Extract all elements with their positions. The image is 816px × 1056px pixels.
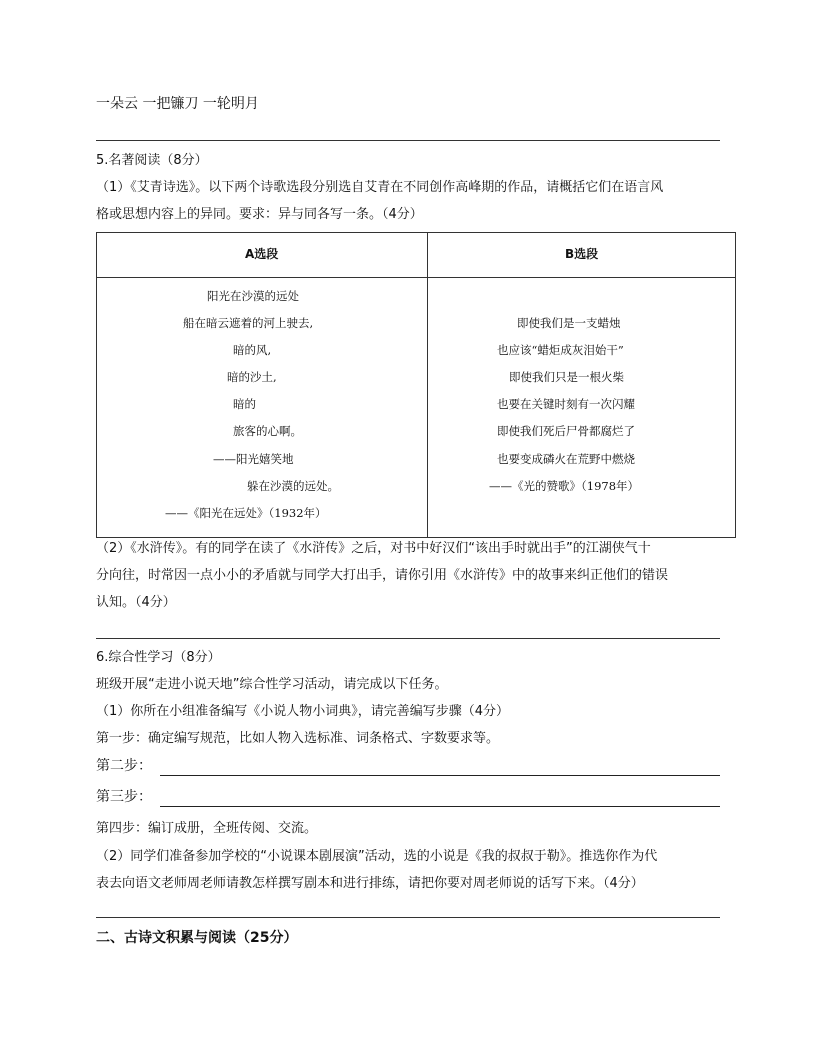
answer-rule xyxy=(96,140,720,141)
poem-a-line: 旅客的心啊。 xyxy=(233,424,302,438)
poem-comparison-table xyxy=(96,232,736,538)
q6-step3-label: 第三步： xyxy=(96,789,152,805)
answer-rule xyxy=(96,638,720,639)
section-2-title: 二、古诗文积累与阅读（25分） xyxy=(96,930,298,946)
q6-part1: （1）你所在小组准备编写《小说人物小词典》，请完善编写步骤（4分） xyxy=(96,704,510,719)
header-a: A选段 xyxy=(245,247,279,261)
poem-b-line: 即使我们只是一根火柴 xyxy=(509,370,624,384)
poem-b-line: 即使我们死后尸骨都腐烂了 xyxy=(497,424,635,438)
poem-a-source: ——《阳光在远处》（1932年） xyxy=(165,506,327,520)
q5-part1-line1: （1）《艾青诗选》。以下两个诗歌选段分别选自艾青在不同创作高峰期的作品，请概括它们在语言风 xyxy=(96,180,664,195)
poem-b-line: 也要在关键时刻有一次闪耀 xyxy=(497,397,635,411)
poem-a-line: 暗的沙土, xyxy=(227,370,277,384)
q5-part2-line3: 认知。（4分） xyxy=(96,595,176,610)
q6-title: 6.综合性学习（8分） xyxy=(96,650,221,665)
step3-answer-line[interactable] xyxy=(160,806,720,807)
q6-step2-label: 第二步： xyxy=(96,758,152,774)
poem-b-line: 即使我们是一支蜡烛 xyxy=(517,316,621,330)
q5-part1-line2: 格或思想内容上的异同。要求：异与同各写一条。（4分） xyxy=(96,207,423,222)
poem-a-line: 暗的 xyxy=(233,397,256,411)
q5-part2-line1: （2）《水浒传》。有的同学在读了《水浒传》之后，对书中好汉们“该出手时就出手”的江湖侠气十 xyxy=(96,541,651,556)
poem-b-source: ——《光的赞歌》（1978年） xyxy=(489,479,640,493)
header-b: B选段 xyxy=(565,247,599,261)
answer-rule xyxy=(96,917,720,918)
poem-a-line: 阳光在沙漠的远处 xyxy=(207,289,299,303)
table-column-divider xyxy=(427,233,428,537)
q5-title: 5.名著阅读（8分） xyxy=(96,153,208,168)
q6-step4: 第四步：编订成册，全班传阅、交流。 xyxy=(96,821,318,836)
poem-a-line: 暗的风, xyxy=(233,343,272,357)
q6-step1: 第一步：确定编写规范，比如人物入选标准、词条格式、字数要求等。 xyxy=(96,731,500,746)
poem-a-line: 船在暗云遮着的河上驶去, xyxy=(183,316,314,330)
q6-part2-line2: 表去向语文老师周老师请教怎样撰写剧本和进行排练，请把你要对周老师说的话写下来。（4分） xyxy=(96,876,644,891)
poem-a-line: ——阳光嬉笑地 xyxy=(213,452,294,466)
q6-intro: 班级开展“走进小说天地”综合性学习活动，请完成以下任务。 xyxy=(96,677,448,692)
poem-b-line: 也要变成磷火在荒野中燃烧 xyxy=(497,452,635,466)
step2-answer-line[interactable] xyxy=(160,775,720,776)
q5-part2-line2: 分向往，时常因一点小小的矛盾就与同学大打出手，请你引用《水浒传》中的故事来纠正他们的错误 xyxy=(96,568,669,583)
poem-b-line: 也应该“蜡炬成灰泪始干” xyxy=(497,343,624,357)
poem-a-line: 躲在沙漠的远处。 xyxy=(247,479,339,493)
answer-line-text: 一朵云 一把镰刀 一轮明月 xyxy=(96,96,259,112)
table-header-divider xyxy=(97,277,735,278)
q6-part2-line1: （2）同学们准备参加学校的“小说课本剧展演”活动，选的小说是《我的叔叔于勒》。推选你作为代 xyxy=(96,849,658,864)
